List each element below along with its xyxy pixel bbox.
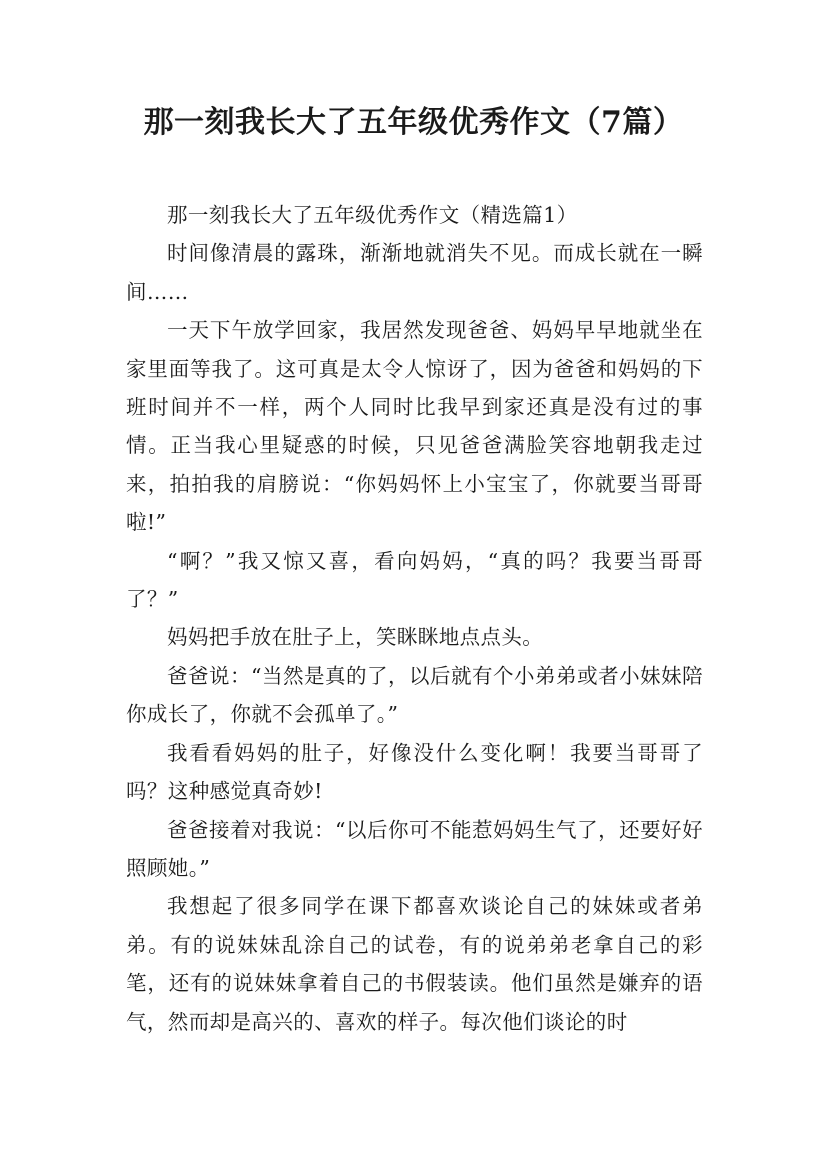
document-title: 那一刻我长大了五年级优秀作文（7篇） [143,105,684,140]
paragraph: 爸爸说：“当然是真的了，以后就有个小弟弟或者小妹妹陪你成长了，你就不会孤单了。” [126,663,703,727]
paragraph: 妈妈把手放在肚子上，笑眯眯地点点头。 [167,625,544,650]
paragraph: “啊？”我又惊又喜，看向妈妈，“真的吗？我要当哥哥了？” [126,548,703,612]
paragraph: 一天下午放学回家，我居然发现爸爸、妈妈早早地就坐在家里面等我了。这可真是太令人惊讶了，因为爸爸和妈妈的下班时间并不一样，两个人同时比我早到家还真是没有过的事情。正当我心里疑惑的时候，只见爸爸满脸笑容地朝我走过来，拍拍我的肩膀说：“你妈妈怀上小宝宝了，你就要当哥哥啦!” [126,318,703,535]
section-heading: 那一刻我长大了五年级优秀作文（精选篇1） [167,203,578,227]
paragraph: 爸爸接着对我说：“以后你可不能惹妈妈生气了，还要好好照顾她。” [126,817,703,880]
paragraph: 我看看妈妈的肚子，好像没什么变化啊！我要当哥哥了吗？这种感觉真奇妙! [126,740,703,804]
paragraph: 时间像清晨的露珠，渐渐地就消失不见。而成长就在一瞬间…… [126,241,703,304]
document-body [126,196,703,1041]
paragraph: 我想起了很多同学在课下都喜欢谈论自己的妹妹或者弟弟。有的说妹妹乱涂自己的试卷，有的说弟弟老拿自己的彩笔，还有的说妹妹拿着自己的书假装读。他们虽然是嫌弃的语气，然而却是高兴的、喜欢的样子。每次他们谈论的时 [126,894,703,1034]
